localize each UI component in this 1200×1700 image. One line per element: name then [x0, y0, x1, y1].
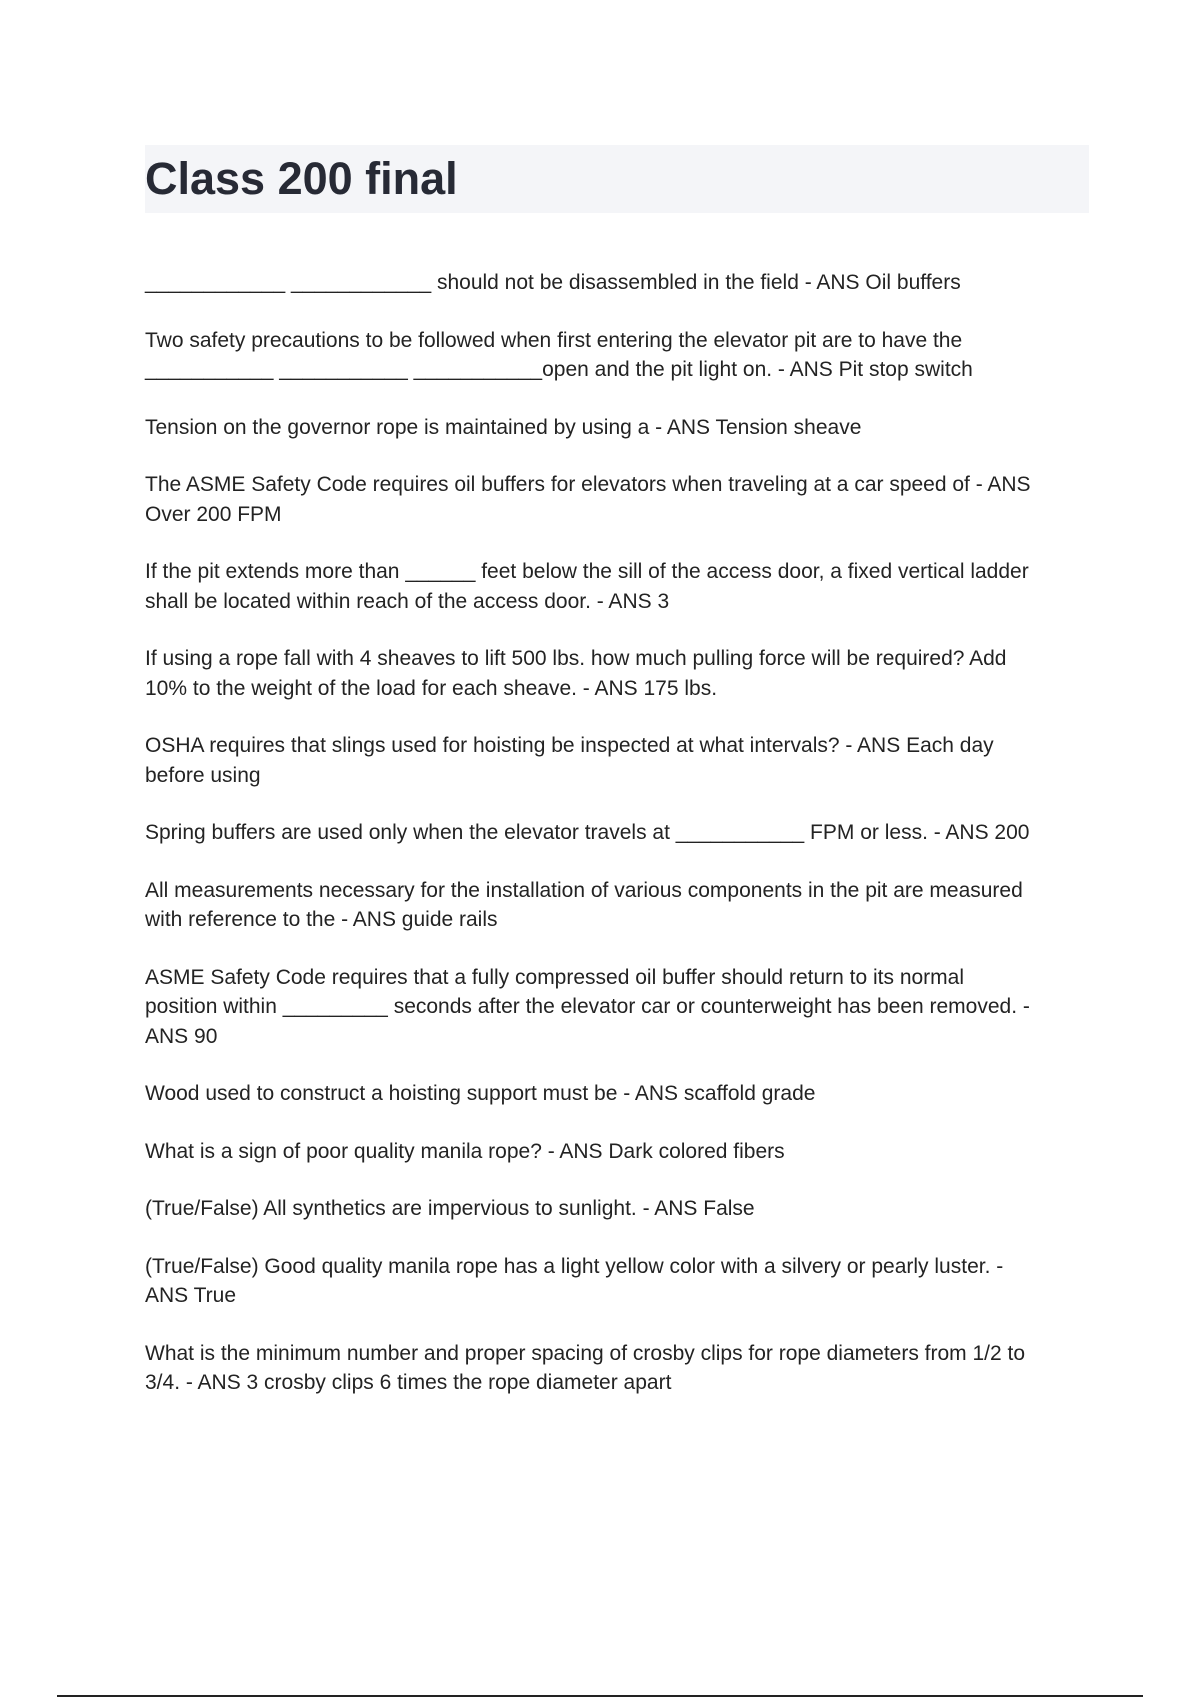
footer-divider: [57, 1695, 1143, 1697]
qa-item-10: ASME Safety Code requires that a fully compressed oil buffer should return to its normal position within _________ seconds after the elevator car or counterweight has been removed. - ANS 90: [145, 965, 1030, 1048]
qa-item-12: What is a sign of poor quality manila rope? - ANS Dark colored fibers: [145, 1139, 785, 1163]
qa-item-5: If the pit extends more than ______ feet below the sill of the access door, a fixed vertical ladder shall be located within reach of the access door. - ANS 3: [145, 560, 1029, 613]
qa-item-1: ____________ ____________ should not be disassembled in the field - ANS Oil buffers: [145, 271, 961, 294]
qa-item-8: Spring buffers are used only when the elevator travels at ___________ FPM or less. - ANS 200: [145, 821, 1030, 844]
qa-item-9: All measurements necessary for the installation of various components in the pit are measured with reference to the - ANS guide rails: [145, 878, 1023, 931]
qa-item-14: (True/False) Good quality manila rope has a light yellow color with a silvery or pearly luster. - ANS True: [145, 1254, 1004, 1307]
title-banner: [145, 145, 1089, 213]
qa-item-4: The ASME Safety Code requires oil buffers for elevators when traveling at a car speed of - ANS Over 200 FPM: [145, 473, 1031, 526]
qa-item-11: Wood used to construct a hoisting support must be - ANS scaffold grade: [145, 1082, 816, 1105]
qa-item-2: Two safety precautions to be followed when first entering the elevator pit are to have the ___________ ___________ ___________open and the pit light on. - ANS Pit stop switch: [145, 328, 973, 381]
qa-item-7: OSHA requires that slings used for hoisting be inspected at what intervals? - ANS Each day before using: [145, 734, 994, 787]
qa-item-6: If using a rope fall with 4 sheaves to lift 500 lbs. how much pulling force will be required? Add 10% to the weight of the load for each sheave. - ANS 175 lbs.: [145, 647, 1007, 700]
qa-item-3: Tension on the governor rope is maintained by using a - ANS Tension sheave: [145, 415, 862, 439]
page-title: Class 200 final: [145, 153, 458, 204]
qa-item-15: What is the minimum number and proper spacing of crosby clips for rope diameters from 1/2 to 3/4. - ANS 3 crosby clips 6 times the rope diameter apart: [145, 1341, 1026, 1394]
question-answer-list: [145, 268, 1090, 1426]
qa-item-13: (True/False) All synthetics are impervious to sunlight. - ANS False: [145, 1197, 755, 1220]
